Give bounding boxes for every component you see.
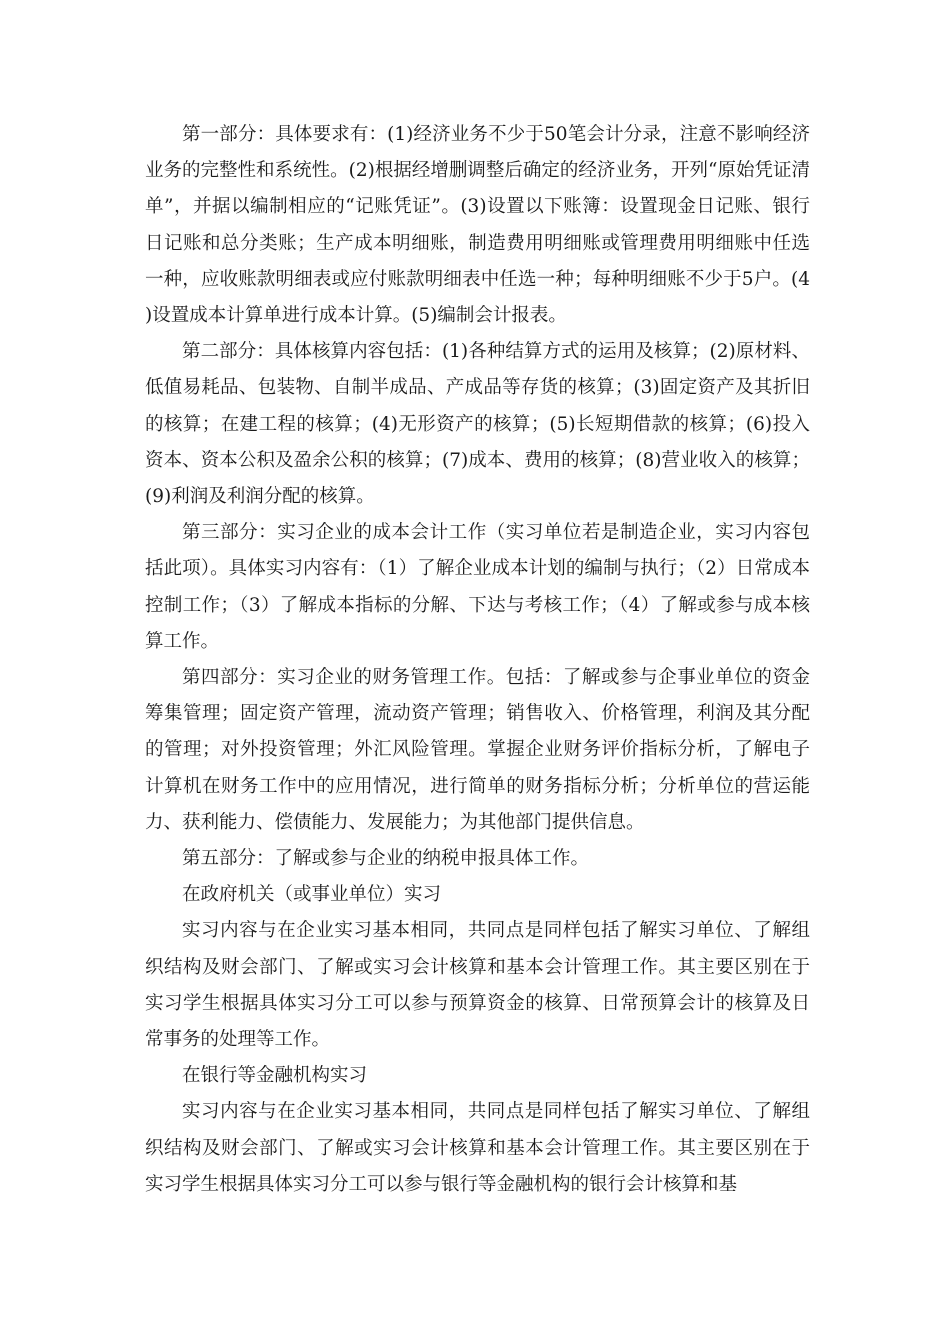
paragraph-part-three: 第三部分：实习企业的成本会计工作（实习单位若是制造企业，实习内容包括此项）。具体实习内容有：（1）了解企业成本计划的编制与执行；（2）日常成本控制工作；（3）了解成本指标的分解、下达与考核工作；（4）了解或参与成本核算工作。 (145, 522, 810, 652)
heading-government-internship: 在政府机关（或事业单位）实习 (182, 884, 442, 906)
document-body (145, 117, 810, 1203)
paragraph-bank-internship: 实习内容与在企业实习基本相同，共同点是同样包括了解实习单位、了解组织结构及财会部门、了解或实习会计核算和基本会计管理工作。其主要区别在于实习学生根据具体实习分工可以参与银行等金融机构的银行会计核算和基 (145, 1101, 810, 1195)
paragraph-part-two: 第二部分：具体核算内容包括：(1)各种结算方式的运用及核算；(2)原材料、低值易耗品、包装物、自制半成品、产成品等存货的核算；(3)固定资产及其折旧的核算；在建工程的核算；(4)无形资产的核算；(5)长短期借款的核算；(6)投入资本、资本公积及盈余公积的核算；(7)成本、费用的核算；(8)营业收入的核算；(9)利润及利润分配的核算。 (145, 341, 810, 508)
heading-bank-internship: 在银行等金融机构实习 (182, 1065, 368, 1087)
paragraph-part-four: 第四部分：实习企业的财务管理工作。包括：了解或参与企事业单位的资金筹集管理；固定资产管理，流动资产管理；销售收入、价格管理，利润及其分配的管理；对外投资管理；外汇风险管理。掌握企业财务评价指标分析，了解电子计算机在财务工作中的应用情况，进行简单的财务指标分析；分析单位的营运能力、获利能力、偿债能力、发展能力；为其他部门提供信息。 (145, 667, 810, 833)
paragraph-part-five: 第五部分：了解或参与企业的纳税申报具体工作。 (182, 848, 590, 870)
paragraph-government-internship: 实习内容与在企业实习基本相同，共同点是同样包括了解实习单位、了解组织结构及财会部门、了解或实习会计核算和基本会计管理工作。其主要区别在于实习学生根据具体实习分工可以参与预算资金的核算、日常预算会计的核算及日常事务的处理等工作。 (145, 920, 810, 1051)
paragraph-part-one: 第一部分：具体要求有：(1)经济业务不少于50笔会计分录，注意不影响经济业务的完整性和系统性。(2)根据经增删调整后确定的经济业务，开列“原始凭证清单”，并据以编制相应的“记账凭证”。(3)设置以下账簿：设置现金日记账、银行日记账和总分类账；生产成本明细账，制造费用明细账或管理费用明细账中任选一种，应收账款明细表或应付账款明细表中任选一种；每种明细账不少于5户。(4)设置成本计算单进行成本计算。(5)编制会计报表。 (145, 124, 810, 327)
